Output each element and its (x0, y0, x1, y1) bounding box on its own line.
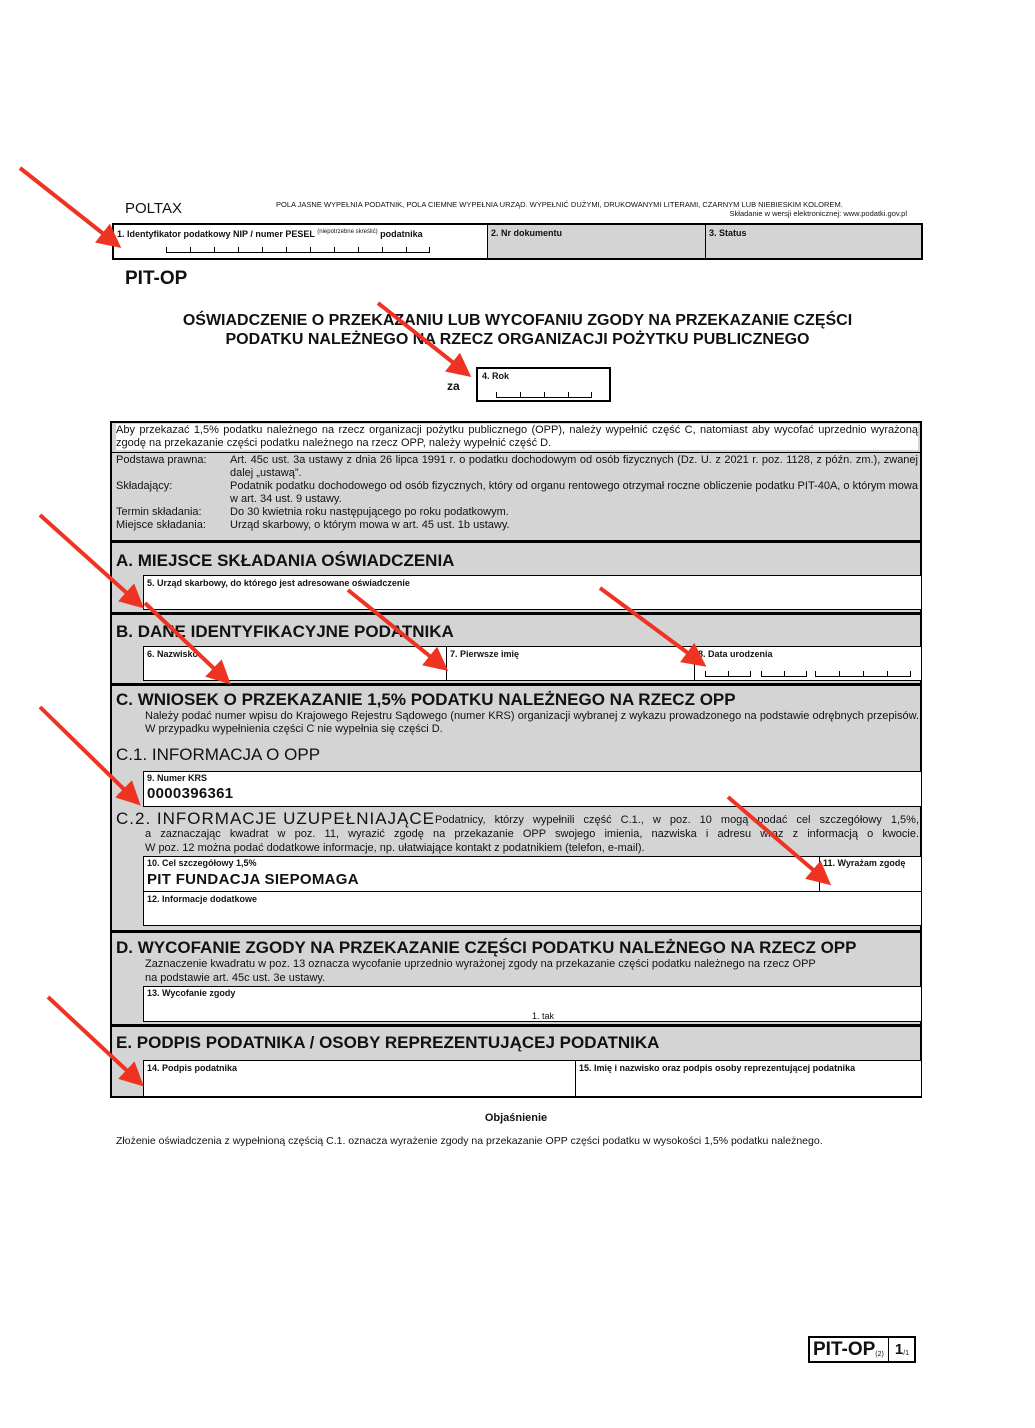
fill-instructions: POLA JASNE WYPEŁNIA PODATNIK, POLA CIEMNE WYPEŁNIA URZĄD. WYPEŁNIĆ DUŻYMI, DRUKOWANYMI LITERAMI, CZARNYM LUB NIEBIESKIM KOLOREM. (276, 200, 843, 209)
year-prefix: za (447, 379, 460, 393)
field15-label: 15. Imię i nazwisko oraz podpis osoby reprezentującej podatnika (579, 1063, 856, 1073)
section-c-title: C. WNIOSEK O PRZEKAZANIE 1,5% PODATKU NALEŻNEGO NA RZECZ OPP (116, 690, 736, 709)
legal-basis-row: Podstawa prawna: Art. 45c ust. 3a ustawy z dnia 26 lipca 1991 r. o podatku dochodowym od osób fizycznych (Dz. U. z 2021 r. poz. 1128, z późn. zm.), zwanej dalej „ustawą”. (116, 454, 918, 479)
field5-label: 5. Urząd skarbowy, do którego jest adresowane oświadczenie (147, 578, 410, 588)
arrow-to-signature-icon (48, 997, 138, 1081)
e-filing-note: Składanie w wersji elektronicznej: www.podatki.gov.pl (729, 209, 907, 218)
arrow-to-consent-icon (728, 797, 825, 880)
field11-label: 11. Wyrażam zgodę (823, 858, 906, 868)
field9-label: 9. Numer KRS (147, 773, 208, 783)
field13-label: 13. Wycofanie zgody (147, 988, 236, 998)
field3-label: 3. Status (709, 228, 747, 238)
field2-label: 2. Nr dokumentu (491, 228, 563, 238)
explanation-title: Objaśnienie (484, 1112, 548, 1124)
section-d-title: D. WYCOFANIE ZGODY NA PRZEKAZANIE CZĘŚCI PODATKU NALEŻNEGO NA RZECZ OPP (116, 938, 857, 957)
arrow-to-year-icon (378, 303, 465, 372)
intro-text: Aby przekazać 1,5% podatku należnego na rzecz organizacji pożytku publicznego (OPP), należy wypełnić część C, natomiast aby wycofać uprzednio wyrażoną zgodę na przekazanie części podatku należnego na rzecz OPP, należy wypełnić część D. (116, 424, 918, 449)
title-line-1: OŚWIADCZENIE O PRZEKAZANIU LUB WYCOFANIU ZGODY NA PRZEKAZANIE CZĘŚCI (182, 312, 853, 329)
field6-label: 6. Nazwisko (147, 649, 199, 659)
arrow-to-tax-office-icon (40, 515, 138, 603)
c1-title: C.1. INFORMACJA O OPP (116, 745, 321, 764)
section-d-note-a: Zaznaczenie kwadratu w poz. 13 oznacza wycofanie uprzednio wyrażonej zgody na przekazanie części podatku należnego na rzecz OPP (145, 958, 816, 970)
title-line-2: PODATKU NALEŻNEGO NA RZECZ ORGANIZACJI POŻYTKU PUBLICZNEGO (225, 331, 810, 348)
section-a-title: A. MIEJSCE SKŁADANIA OŚWIADCZENIA (116, 551, 455, 570)
form-code: PIT-OP (125, 268, 188, 289)
filer-row: Składający: Podatnik podatku dochodowego od osób fizycznych, który od organu rentowego otrzymał roczne obliczenie podatku PIT-40A, o którym mowa w art. 34 ust. 9 ustawy. (116, 480, 918, 505)
field1-note: (niepotrzebne skreślić) (317, 229, 378, 235)
c2-title: C.2. INFORMACJE UZUPEŁNIAJĄCE (116, 809, 435, 828)
explanation-text: Złożenie oświadczenia z wypełnioną częścią C.1. oznacza wyrażenie zgody na przekazanie OPP części podatku w wysokości 1,5% podatku należnego. (116, 1135, 823, 1147)
field1-label: 1. Identyfikator podatkowy NIP / numer PESEL (117, 229, 315, 239)
footer-page-of: /1 (903, 1350, 910, 1357)
field8-label: 8. Data urodzenia (698, 649, 773, 659)
section-e-title: E. PODPIS PODATNIKA / OSOBY REPREZENTUJĄCEJ PODATNIKA (116, 1033, 660, 1052)
arrow-to-birth-date-icon (600, 588, 700, 662)
arrow-to-surname-icon (145, 603, 225, 679)
section-d-note-b: na podstawie art. 45c ust. 3e ustawy. (145, 972, 326, 984)
field4-label: 4. Rok (482, 371, 510, 381)
section-c-note: Należy podać numer wpisu do Krajowego Rejestru Sądowego (numer KRS) organizacji wybranej z wykazu prowadzonego na podstawie odrębnych przepisów. W przypadku wypełnienia części C nie wypełnia się części D. (145, 710, 919, 735)
c2-note-b: a zaznaczając kwadrat w poz. 11, wyrazić zgodę na przekazanie OPP swojego imienia, nazwiska i adresu wraz z informacją o kwocie. (145, 828, 919, 840)
arrow-to-first-name-icon (348, 590, 442, 666)
field12-label: 12. Informacje dodatkowe (147, 894, 258, 904)
arrow-to-krs-icon (40, 707, 135, 800)
place-row: Miejsce składania: Urząd skarbowy, o którym mowa w art. 45 ust. 1b ustawy. (116, 519, 510, 531)
field14-label: 14. Podpis podatnika (147, 1063, 238, 1073)
c2-note-c: W poz. 12 można podać dodatkowe informacje, np. ułatwiające kontakt z podatnikiem (telefon, e-mail). (145, 842, 645, 854)
krs-value: 0000396361 (147, 785, 234, 802)
deadline-row: Termin składania: Do 30 kwietnia roku następującego po roku podatkowym. (116, 506, 509, 518)
c2-note-a: Podatnicy, którzy wypełnili część C.1., w poz. 10 mogą podać cel szczegółowy 1,5%, (435, 814, 919, 826)
footer-version: (2) (875, 1351, 884, 1358)
section-b-title: B. DANE IDENTYFIKACYJNE PODATNIKA (116, 622, 454, 641)
field7-label: 7. Pierwsze imię (450, 649, 520, 659)
field1-suffix: podatnika (380, 229, 423, 239)
purpose-value: PIT FUNDACJA SIEPOMAGA (147, 871, 359, 888)
brand: POLTAX (125, 200, 182, 217)
arrow-to-nip-icon (20, 168, 115, 243)
footer-code: PIT-OP (813, 1338, 876, 1360)
option-yes-label: 1. tak (532, 1011, 555, 1021)
field10-label: 10. Cel szczegółowy 1,5% (147, 858, 257, 868)
footer-page: 1 (894, 1341, 904, 1358)
